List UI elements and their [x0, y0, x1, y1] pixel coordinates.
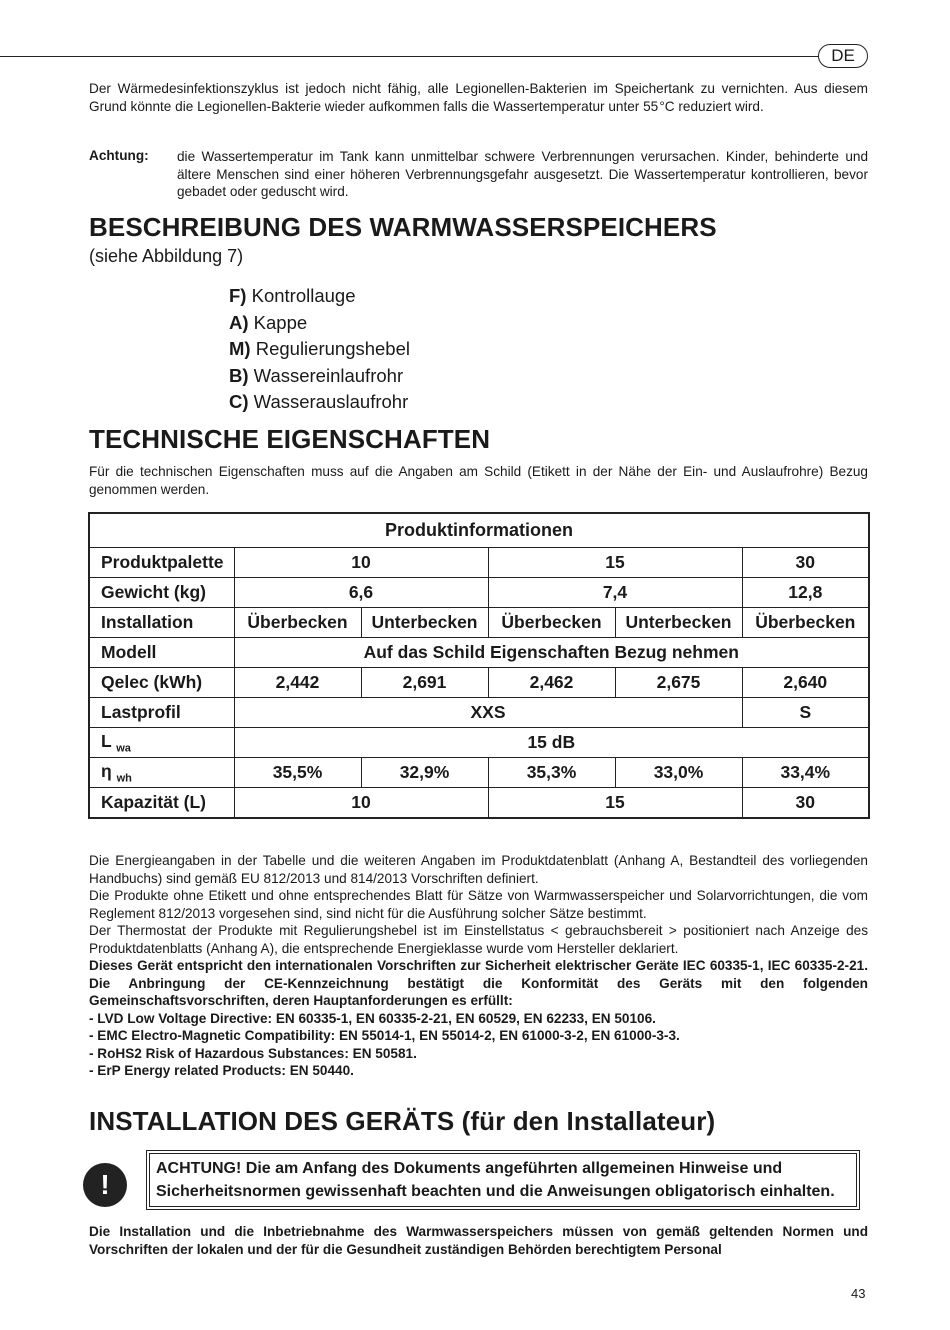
table-cell: 2,442 — [234, 668, 361, 698]
table-row — [89, 758, 869, 788]
installation-heading: INSTALLATION DES GERÄTS (für den Installateur) — [89, 1106, 716, 1136]
compliance-item: - ErP Energy related Products: EN 50440. — [89, 1063, 354, 1078]
legend-item: M) Regulierungshebel — [229, 338, 410, 360]
compliance-item: - LVD Low Voltage Directive: EN 60335-1, EN 60335-2-21, EN 60529, EN 62233, EN 50106. — [89, 1010, 656, 1026]
table-cell: Überbecken — [234, 608, 361, 638]
description-heading: BESCHREIBUNG DES WARMWASSERSPEICHERS — [89, 212, 717, 242]
row-header: Lastprofil — [89, 698, 234, 728]
table-cell: Unterbecken — [361, 608, 488, 638]
table-row — [89, 513, 869, 548]
header-rule — [0, 56, 822, 57]
caution-label: Achtung: — [89, 148, 149, 163]
table-title: Produktinformationen — [89, 513, 869, 548]
row-header: Modell — [89, 638, 234, 668]
notes-block — [89, 852, 868, 1080]
table-cell: 7,4 — [488, 578, 742, 608]
description-subtitle: (siehe Abbildung 7) — [89, 246, 244, 266]
legend-item: B) Wassereinlaufrohr — [229, 364, 404, 386]
table-row — [89, 698, 869, 728]
table-row — [89, 728, 869, 758]
table-cell: 2,675 — [615, 668, 742, 698]
page-number: 43 — [851, 1286, 866, 1301]
table-cell: 15 — [488, 788, 742, 819]
table-cell: 2,462 — [488, 668, 615, 698]
note-paragraph: Der Thermostat der Produkte mit Regulierungshebel ist im Einstellstatus < gebrauchsbereit > positioniert nach Anzeige des Produktdatenblatts (Anhang A), die entsprechende Energieklasse wurde vom Hersteller deklariert. — [89, 923, 868, 956]
table-cell: Auf das Schild Eigenschaften Bezug nehmen — [234, 638, 869, 668]
table-cell: 30 — [742, 788, 869, 819]
row-header: η $_{wh}$ — [89, 758, 234, 788]
table-cell: Überbecken — [742, 608, 869, 638]
table-cell: 6,6 — [234, 578, 488, 608]
table-cell: 15 — [488, 548, 742, 578]
exclamation-icon: ! — [83, 1163, 127, 1207]
row-header: L $_{wa}$ — [89, 728, 234, 758]
product-info-table — [88, 512, 870, 819]
table-cell: S — [742, 698, 869, 728]
compliance-item: - EMC Electro-Magnetic Compatibility: EN 55014-1, EN 55014-2, EN 61000-3-2, EN 61000-3-3. — [89, 1028, 680, 1043]
table-row — [89, 608, 869, 638]
table-cell: Überbecken — [488, 608, 615, 638]
table-cell: 35,3% — [488, 758, 615, 788]
table-cell: Unterbecken — [615, 608, 742, 638]
technical-heading: TECHNISCHE EIGENSCHAFTEN — [89, 424, 491, 454]
technical-text: Für die technischen Eigenschaften muss auf die Angaben am Schild (Etikett in der Nähe der Ein- und Auslaufrohre) Bezug genommen werden. — [89, 464, 868, 497]
legend-item: A) Kappe — [229, 311, 308, 333]
compliance-item: - RoHS2 Risk of Hazardous Substances: EN 50581. — [89, 1045, 417, 1061]
installation-text: Die Installation und die Inbetriebnahme des Warmwasserspeichers müssen von gemäß geltenden Normen und Vorschriften der lokalen und der für die Gesundheit zuständigen Behörden berechtigtem Personal — [89, 1224, 868, 1257]
table-row — [89, 638, 869, 668]
table-cell: 15 dB — [234, 728, 869, 758]
legend-item: C) Wasserauslaufrohr — [229, 391, 409, 413]
warning-text: ACHTUNG! Die am Anfang des Dokuments angeführten allgemeinen Hinweise und — [156, 1160, 783, 1177]
row-header: Installation — [89, 608, 234, 638]
language-badge: DE — [818, 44, 868, 68]
row-header: Gewicht (kg) — [89, 578, 234, 608]
warning-text: Sicherheitsnormen gewissenhaft beachten und die Anweisungen obligatorisch einhalten. — [156, 1183, 835, 1200]
table-cell: XXS — [234, 698, 742, 728]
note-paragraph: Die Produkte ohne Etikett und ohne entsprechendes Blatt für Sätze von Warmwasserspeicher und Solarvorrichtungen, die vom Reglement 812/2013 vorgesehen sind, sind nicht für die Ausführung solcher Sätze bestimmt. — [89, 888, 868, 921]
table-cell: 10 — [234, 548, 488, 578]
intro-paragraph: Der Wärmedesinfektionszyklus ist jedoch nicht fähig, alle Legionellen-Bakterien im Speichertank zu vernichten. Aus diesem Grund könnte die Legionellen-Bakterie wieder aufkommen falls die Wassertemperatur unter 55 °C reduziert wird. — [89, 81, 868, 114]
table-cell: 30 — [742, 548, 869, 578]
row-header: Produktpalette — [89, 548, 234, 578]
table-row — [89, 668, 869, 698]
table-cell: 10 — [234, 788, 488, 819]
legend-item: F) Kontrollauge — [229, 285, 356, 306]
table-cell: 35,5% — [234, 758, 361, 788]
compliance-paragraph: Dieses Gerät entspricht den internationalen Vorschriften zur Sicherheit elektrischer Geräte IEC 60335-1, IEC 60335-2-21. Die Anbringung der CE-Kennzeichnung bestätigt die Konformität des Geräts mit den folgenden Gemeinschaftsvorschriften, deren Hauptanforderungen es erfüllt: — [89, 958, 868, 1008]
note-paragraph: Die Energieangaben in der Tabelle und die weiteren Angaben im Produktdatenblatt (Anhang A, Bestandteil des vorliegenden Handbuchs) sind gemäß EU 812/2013 und 814/2013 Vorschriften definiert. — [89, 853, 868, 886]
row-header: Qelec (kWh) — [89, 668, 234, 698]
row-header: Kapazität (L) — [89, 788, 234, 819]
table-row — [89, 548, 869, 578]
warning-box — [149, 1153, 857, 1207]
table-cell: 2,640 — [742, 668, 869, 698]
caution-text: die Wassertemperatur im Tank kann unmittelbar schwere Verbrennungen verursachen. Kinder, behinderte und ältere Menschen sind einer höheren Verbrennungsgefahr ausgesetzt. Die Wassertemperatur kontrollieren, bevor gebadet oder geduscht wird. — [177, 149, 868, 199]
table-row — [89, 788, 869, 819]
table-row — [89, 578, 869, 608]
component-legend — [229, 283, 410, 416]
table-cell: 32,9% — [361, 758, 488, 788]
table-cell: 33,0% — [615, 758, 742, 788]
table-cell: 33,4% — [742, 758, 869, 788]
table-cell: 2,691 — [361, 668, 488, 698]
table-cell: 12,8 — [742, 578, 869, 608]
